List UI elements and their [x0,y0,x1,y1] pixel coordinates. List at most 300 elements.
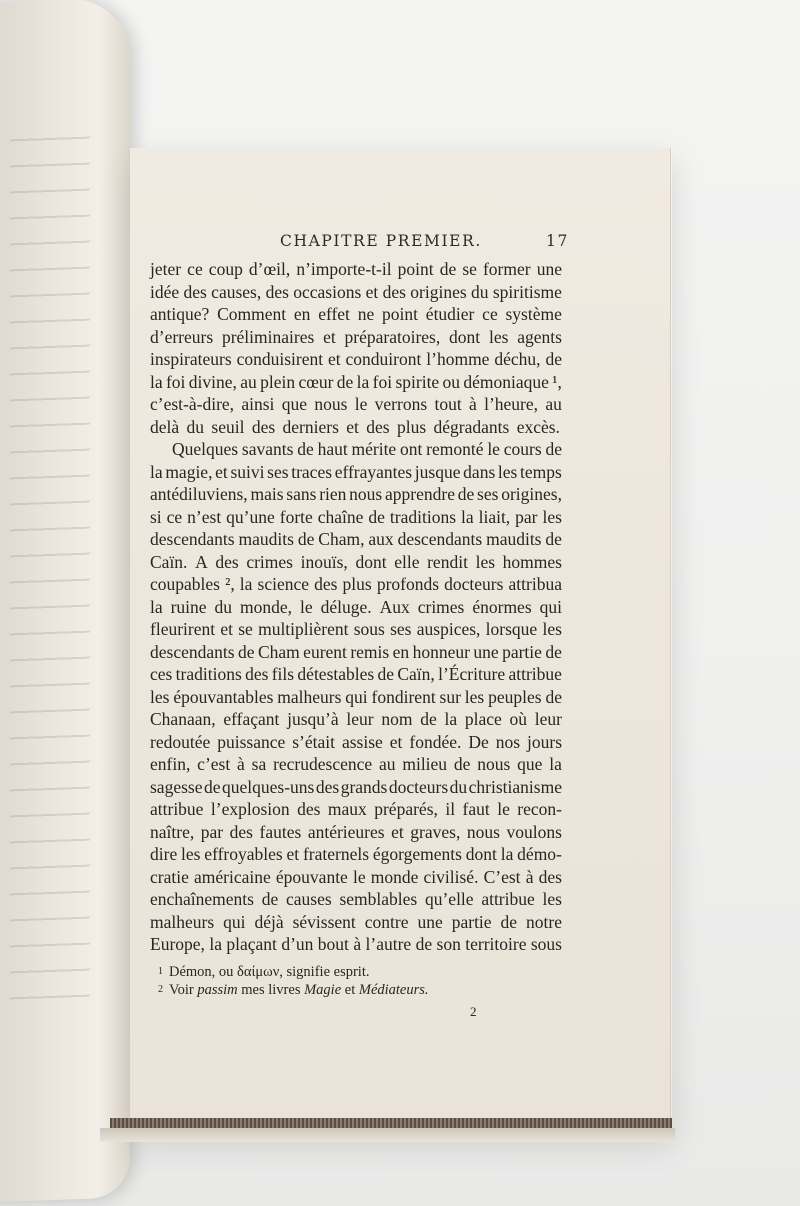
word: la [150,461,163,482]
word: naître, [150,821,195,842]
text-line [150,303,562,326]
word: et [327,349,341,369]
word: ou [442,371,461,392]
word: fraternels [302,844,370,864]
word: descendants [150,529,235,549]
text-line [150,461,562,484]
word: système [505,304,562,324]
word: qui [223,911,246,932]
text-line [150,528,562,551]
word: faut [462,799,490,819]
word: Comment [217,304,287,324]
word: étudier [425,304,475,324]
word: dont [449,326,481,347]
text-line [150,348,562,371]
word: forte [279,506,313,527]
word: foi [165,371,186,392]
word: l’heure, [484,394,539,414]
word: le [487,439,500,459]
word: A [195,551,208,572]
text-line [150,731,562,754]
word: nom [381,709,413,729]
word: l’explosion [210,799,290,819]
word: de [545,349,562,369]
word: les [150,686,170,707]
word: rendit [427,551,468,572]
word: chaîne [317,506,364,527]
word: antédiluviens, [150,484,248,504]
word: milieu [402,754,448,774]
word: place [464,709,502,729]
word: jeter [150,259,182,279]
word: auspices, [416,619,481,639]
word: des [245,664,269,684]
word: des [229,821,253,842]
word: de [457,484,475,504]
word: c’est [197,754,231,774]
word: sur [439,686,461,707]
word: fils [271,664,295,684]
word: d’un [281,934,314,954]
word: les [542,889,562,909]
word: quelques-uns [222,776,315,797]
signature-mark: 2 [470,1004,477,1019]
word: d’œil, [248,259,291,279]
word: divine, [188,371,237,392]
body-text [150,258,562,956]
word: apprendre [385,484,455,504]
word: christianisme [468,776,562,797]
word: ce [187,259,203,279]
text-line [150,326,562,349]
word: coup [208,259,243,279]
word: maux [327,799,367,819]
word: dont [355,551,387,572]
word: son [436,934,461,954]
word: d’erreurs [150,326,214,347]
word: qui [539,596,562,617]
word: mérite [351,439,397,459]
text-line [150,821,562,844]
word: de [545,439,562,459]
word: dont [465,844,497,864]
word: traces [291,461,333,482]
text-line [150,776,562,799]
text-line [150,281,562,304]
word: nous [477,754,511,774]
word: enchaînements [150,889,254,909]
word: les [497,461,518,482]
text-line [150,371,562,394]
word: inouïs, [300,551,348,572]
word: la [150,596,163,617]
text-line [150,483,562,506]
word: savants [241,439,294,459]
word: fondirent [371,686,436,707]
word: se [238,619,253,639]
word: plaçant [226,934,277,954]
word: de [420,709,437,729]
word: jusque [414,461,461,482]
word: Cham, [318,529,365,549]
word: aux [368,529,394,549]
word: à [469,394,477,414]
word: que [517,754,543,774]
word: conduisirent [236,349,324,369]
book-edge [110,1118,672,1128]
word: déchu, [494,349,541,369]
word: ce [482,304,498,324]
footnote-2: $^2$ Voir passim mes livres Magie et Médiateurs. [158,982,429,998]
word: de [377,664,395,684]
word: profonds [376,574,440,594]
text-line [150,641,562,664]
word: nous [314,394,348,414]
word: spirite [395,371,440,392]
word: origines, [501,484,562,504]
word: des [314,574,338,594]
text-line: delà du seuil des derniers et des plus dégradants excès. [150,416,560,437]
word: le [354,394,368,414]
word: du [214,596,233,617]
word: bout [317,934,349,954]
text-line [150,393,562,416]
page-number: 17 [546,232,569,250]
word: partie [502,641,542,662]
word: la [239,574,253,594]
text-line [150,596,562,619]
word: coupables [150,574,220,594]
word: démo- [517,844,562,864]
word: l’autre [365,934,412,954]
word: elle [394,551,420,572]
word: agents [517,326,562,347]
word: de [203,776,221,797]
text-line [150,551,562,574]
word: leur [346,709,374,729]
word: de [500,911,518,932]
word: les [181,844,201,864]
word: sous [353,619,385,639]
word: causes [286,889,332,909]
word: eurent [303,641,347,662]
word: ², [225,574,235,594]
word: ces [150,664,173,684]
word: ¹, [552,371,562,392]
word: science [257,574,310,594]
word: de [415,934,433,954]
word: ses [267,461,289,482]
word: Caïn, [397,664,435,684]
word: démoniaque [463,371,549,392]
word: origines [410,281,467,302]
word: effet [318,304,350,324]
word: les [475,551,496,572]
word: de [545,686,562,707]
word: verrons [374,394,428,414]
footnote-1 [158,963,558,981]
word: Chanaan, [150,709,216,729]
word: sous [530,934,562,954]
word: au [378,754,396,774]
word: l’Écriture [438,664,506,684]
word: une [536,259,562,279]
word: à [237,754,245,774]
word: des [382,281,406,302]
word: du [449,776,468,797]
word: se [462,259,477,279]
word: au [240,371,257,392]
bleed-through-text [10,119,90,1022]
word: nous [466,821,500,842]
word: redoutée [150,731,211,752]
word: plein [260,371,296,392]
word: qui [345,686,368,707]
word: des [538,866,562,887]
word: en [293,304,311,324]
word: liait, [478,506,511,527]
word: sans [286,484,317,504]
word: multiplièrent [258,619,349,639]
word: la [356,371,370,392]
word: épouvantables [173,686,274,707]
text-line [150,888,562,911]
word: des [215,551,239,572]
word: sa [251,754,267,774]
word: voulons [506,821,562,842]
word: ses [390,619,412,639]
word: effrayantes [334,461,413,482]
word: peuples [488,686,542,707]
word: et [323,326,336,347]
word: jusqu’à [287,709,339,729]
word: leur [534,709,562,729]
word: crimes [417,596,465,617]
word: descendants [150,641,235,662]
word: mais [250,484,284,504]
word: fondée. [409,731,462,752]
word: le [497,799,510,819]
text-line [150,866,562,889]
word: attribue [508,664,562,684]
word: à [525,866,534,887]
text-line [150,663,562,686]
word: déluge. [320,596,372,617]
word: sagesse [150,776,203,797]
word: monde [370,866,419,887]
word: attribue [150,799,204,819]
word: docteurs [388,776,449,797]
word: fleurirent [150,619,216,639]
word: maudits [238,529,294,549]
footnote-mark: 1 [158,966,163,977]
word: occasions [293,281,362,302]
word: énormes [472,596,532,617]
word: qu’elle [424,889,474,909]
word: antique? [150,304,210,324]
word: en [392,641,410,662]
word: dire [150,844,178,864]
word: préparatoires, [344,326,441,347]
word: contre [364,911,409,932]
footnotes [158,963,558,999]
word: recon- [517,799,562,819]
word: temps [520,461,562,482]
word: ses [477,484,499,504]
word: notre [526,911,562,932]
word: des [315,776,340,797]
word: inspirateurs [150,349,232,369]
word: la [460,506,474,527]
word: et [220,619,233,639]
word: hommes [502,551,562,572]
word: Europe, [150,934,205,954]
text-line [150,933,562,956]
word: que [281,394,308,414]
word: ne [357,304,375,324]
word: attribue [481,889,535,909]
word: de [545,641,562,662]
word: nous [349,484,383,504]
word: qu’une [226,506,275,527]
word: à [353,934,362,954]
word: Quelques [172,439,239,459]
word: du [471,281,489,302]
word: des [297,799,321,819]
word: idée [150,281,180,302]
word: n’est [187,506,222,527]
word: sévissent [292,911,356,932]
word: antérieures [307,821,385,842]
word: foi [372,371,393,392]
facing-left-page [0,0,130,1203]
word: une [417,911,443,932]
word: partie [451,911,492,932]
word: et [389,731,403,752]
word: semblables [339,889,418,909]
word: de [297,439,314,459]
word: territoire [465,934,527,954]
text-line [150,438,562,461]
word: puissance [217,731,286,752]
text-line [150,753,562,776]
word: de [439,259,457,279]
word: malheurs [150,911,215,932]
word: remonté [426,439,484,459]
word: c’est-à-dire, [150,394,235,414]
word: traditions [389,506,457,527]
word: honneur [412,641,470,662]
word: suivi [230,461,265,482]
text-line [150,258,562,281]
text-line [150,573,562,596]
word: préparés, [374,799,438,819]
running-head: CHAPITRE PREMIER. [280,232,482,250]
word: civilisé. [423,866,479,887]
word: grands [340,776,388,797]
word: recrudescence [273,754,373,774]
word: fautes [259,821,302,842]
word: la [444,709,458,729]
word: les [464,686,485,707]
word: et [391,821,404,842]
word: malheurs [277,686,342,707]
text-line [150,911,562,934]
word: des [183,281,207,302]
word: par [515,506,538,527]
word: spiritisme [492,281,562,302]
word: la [150,371,163,392]
text-line [150,686,562,709]
word: ce [166,506,183,527]
word: la [500,844,514,864]
word: nos [495,731,521,752]
word: au [545,394,562,414]
word: Cham [257,641,300,662]
word: C’est [483,866,521,887]
word: descendants [397,529,483,549]
word: et [365,281,379,302]
word: lorsque [485,619,538,639]
word: n’importe-t-il [296,259,392,279]
word: de [453,754,471,774]
word: de [368,506,385,527]
text-line [150,506,562,529]
word: épouvante [275,866,348,887]
word: assise [341,731,383,752]
word: magie, [165,461,213,482]
word: les [488,326,509,347]
word: les [542,619,562,639]
word: le [300,596,313,617]
word: le [352,866,366,887]
word: dans [463,461,496,482]
word: enfin, [150,754,191,774]
word: haut [317,439,348,459]
word: égorgements [372,844,462,864]
word: remis [350,641,390,662]
word: ruine [170,596,207,617]
word: Aux [379,596,410,617]
word: cratie [150,866,189,887]
word: rien [319,484,347,504]
word: cours [503,439,542,459]
word: tout [434,394,462,414]
word: Caïn. [150,551,188,572]
word: les [542,506,562,527]
word: conduiront [345,349,422,369]
word: de [237,641,255,662]
word: traditions [175,664,242,684]
text-line [150,618,562,641]
word: attribua [508,574,562,594]
word: par [200,821,224,842]
word: des [265,281,289,302]
word: préliminaires [221,326,315,347]
footnote-text: Démon, ou δαίμων, signifie esprit. [169,964,370,980]
word: jours [527,731,562,752]
word: détestables [297,664,375,684]
text-line [150,798,562,821]
word: plus [342,574,372,594]
text-line [150,708,562,731]
word: De [468,731,489,752]
word: la [549,754,562,774]
word: monde, [240,596,293,617]
word: de [297,529,315,549]
word: maudits [486,529,542,549]
word: graves, [410,821,461,842]
